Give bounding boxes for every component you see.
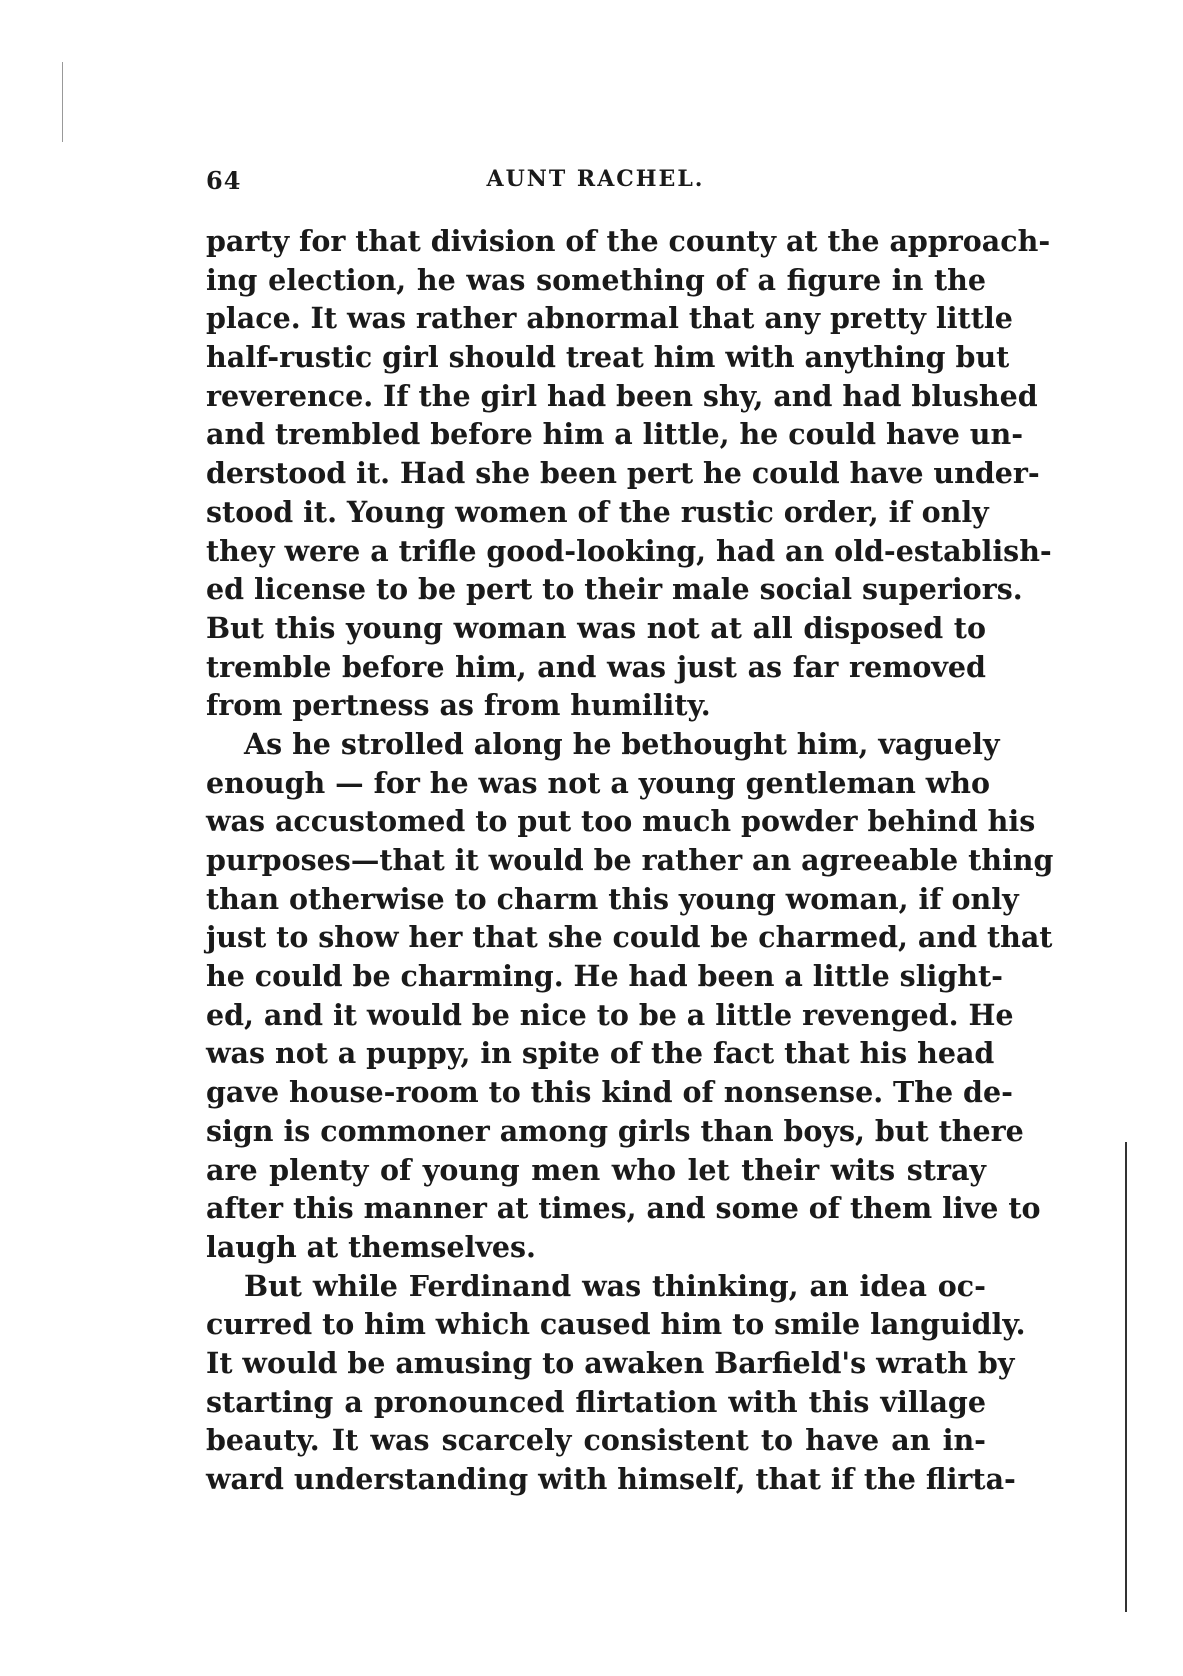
- scan-artifact-dots: [62, 62, 63, 142]
- text-line: was not a puppy, in spite of the fact that his head: [206, 1036, 995, 1071]
- text-line: place. It was rather abnormal that any pretty little: [206, 301, 1013, 336]
- text-line: But this young woman was not at all disposed to: [206, 610, 986, 645]
- text-line: ward understanding with himself, that if the flirta-: [206, 1462, 1016, 1496]
- text-line: curred to him which caused him to smile languidly.: [206, 1307, 1026, 1342]
- text-line: half-rustic girl should treat him with anything but: [206, 340, 1010, 375]
- text-line: just to show her that she could be charmed, and that: [206, 920, 1053, 955]
- text-line: ed, and it would be nice to be a little revenged. He: [206, 997, 1014, 1032]
- text-line: from pertness as from humility.: [206, 688, 711, 723]
- text-line: was accustomed to put too much powder behind his: [206, 804, 1036, 839]
- text-line: sign is commoner among girls than boys, but there: [206, 1113, 1024, 1148]
- text-line: enough — for he was not a young gentleman who: [206, 765, 991, 800]
- text-line: and trembled before him a little, he could have un-: [206, 417, 1024, 452]
- text-line: after this manner at times, and some of them live to: [206, 1191, 1041, 1226]
- text-line: they were a trifle good-looking, had an old-establish-: [206, 533, 1052, 568]
- scan-artifact-line: [1125, 1142, 1127, 1612]
- running-head: AUNT RACHEL.: [486, 166, 705, 192]
- text-line: are plenty of young men who let their wits stray: [206, 1152, 986, 1187]
- page-number: 64: [206, 166, 242, 195]
- text-line: ing election, he was something of a figure in the: [206, 262, 986, 297]
- text-line: tremble before him, and was just as far removed: [206, 649, 986, 684]
- text-line: beauty. It was scarcely consistent to have an in-: [206, 1423, 986, 1458]
- text-line: derstood it. Had she been pert he could have under-: [206, 456, 1040, 491]
- text-line: laugh at themselves.: [206, 1229, 536, 1264]
- text-line: But while Ferdinand was thinking, an idea oc-: [244, 1268, 986, 1303]
- text-line: than otherwise to charm this young woman, if only: [206, 881, 1019, 916]
- text-line: party for that division of the county at the approach-: [206, 224, 1051, 258]
- text-line: ed license to be pert to their male social superiors.: [206, 572, 1023, 607]
- text-line: reverence. If the girl had been shy, and had blushed: [206, 378, 1038, 413]
- text-line: starting a pronounced flirtation with this village: [206, 1384, 986, 1419]
- text-line: stood it. Young women of the rustic order, if only: [206, 494, 989, 529]
- text-line: gave house-room to this kind of nonsense. The de-: [206, 1075, 1013, 1110]
- text-line: As he strolled along he bethought him, vaguely: [244, 726, 1000, 761]
- page-header: [206, 166, 985, 196]
- text-line: he could be charming. He had been a little slight-: [206, 959, 1003, 994]
- body-text: [206, 222, 1054, 1499]
- text-line: It would be amusing to awaken Barfield's wrath by: [206, 1345, 1015, 1380]
- text-line: purposes—that it would be rather an agreeable thing: [206, 843, 1054, 877]
